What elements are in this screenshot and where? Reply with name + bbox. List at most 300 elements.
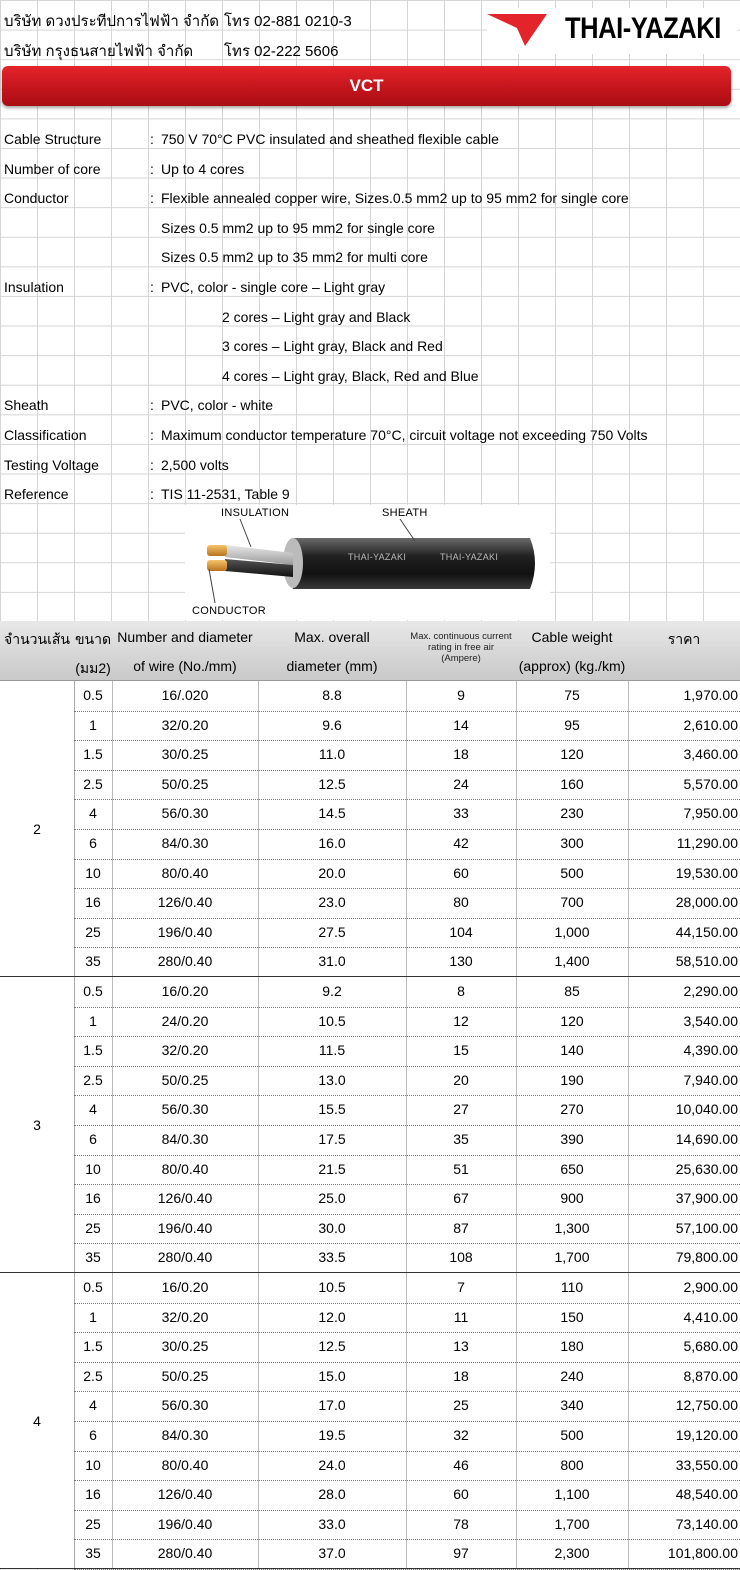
cell-weight: 270 [560,1101,584,1118]
cell-wire: 280/0.40 [157,1545,213,1562]
column-divider [112,1066,113,1096]
cell-price: 73,140.00 [675,1515,738,1532]
column-divider [628,1243,629,1273]
column-divider [258,1007,259,1037]
column-divider [258,681,259,711]
page-title: VCT [349,76,384,95]
table-row [74,977,740,1008]
column-divider [516,1066,517,1096]
column-divider [406,1539,407,1569]
spec-row [0,450,740,480]
spec-colon: : [150,279,154,295]
column-divider [258,1243,259,1273]
cell-wire: 30/0.25 [161,1338,209,1355]
cell-wire: 56/0.30 [161,1101,209,1118]
cell-current: 80 [453,894,469,911]
column-divider [628,918,629,948]
column-divider [112,947,113,977]
table-row [74,859,740,890]
spec-colon: : [150,427,154,443]
cell-weight: 500 [560,1427,584,1443]
header-weight-unit: (approx) (kg./km) [518,658,626,674]
column-divider [112,859,113,889]
table-row [74,1303,740,1334]
column-divider [628,1451,629,1481]
column-divider [406,681,407,711]
cell-size: 16 [85,1190,101,1207]
column-divider [406,1066,407,1096]
spec-row [0,302,740,332]
cell-weight: 650 [560,1160,584,1177]
column-divider [258,1214,259,1244]
column-divider [516,1273,517,1303]
cell-wire: 50/0.25 [161,1071,209,1088]
column-divider [112,1243,113,1273]
column-divider [112,1184,113,1214]
spec-colon: : [150,190,154,207]
cell-wire: 56/0.30 [161,1397,209,1414]
cell-price: 48,540.00 [675,1486,738,1503]
cell-current: 51 [453,1160,469,1177]
company-name-2: บริษัท กรุงธนสายไฟฟ้า จำกัด [4,43,194,60]
cell-diameter: 21.5 [318,1160,346,1177]
column-divider [112,1036,113,1066]
spec-value: 3 cores – Light gray, Black and Red [222,338,443,355]
company-phone-2: โทร 02-222 5606 [224,43,339,60]
logo-text: THAI-YAZAKI [565,12,721,45]
column-divider [406,829,407,859]
column-divider [516,1391,517,1421]
cell-weight: 120 [560,746,584,763]
cell-size: 4 [89,1397,97,1414]
column-divider [628,1332,629,1362]
cell-weight: 1,100 [554,1486,590,1503]
cell-diameter: 13.0 [318,1071,346,1088]
cell-size: 2.5 [83,1071,103,1088]
column-divider [258,1539,259,1569]
cell-current: 24 [453,775,469,792]
cell-weight: 800 [560,1456,584,1473]
column-divider [516,859,517,889]
column-divider [406,1184,407,1214]
cell-size: 10 [85,864,101,881]
cell-current: 20 [453,1071,469,1088]
column-divider [112,681,113,711]
cell-wire: 126/0.40 [157,1190,213,1207]
table-row [74,799,740,830]
page-title-bar [2,66,731,106]
spec-value: PVC, color - single core – Light gray [161,279,386,295]
core-count: 3 [33,1117,41,1133]
column-divider [406,1451,407,1481]
cell-diameter: 9.2 [322,983,342,999]
group-divider [0,1568,740,1569]
cell-weight: 230 [560,805,584,822]
header-cores: จำนวนเส้น [4,631,70,647]
cell-weight: 300 [560,835,584,851]
spec-value: 750 V 70°C PVC insulated and sheathed flexible cable [161,131,499,147]
column-divider [516,740,517,770]
cell-current: 25 [453,1397,469,1414]
cell-current: 87 [453,1219,469,1236]
column-divider [406,740,407,770]
column-divider [628,1036,629,1066]
cell-diameter: 33.0 [318,1515,346,1532]
column-divider [406,1036,407,1066]
column-divider [628,859,629,889]
column-divider [406,1273,407,1303]
cell-price: 101,800.00 [667,1545,738,1562]
cell-current: 15 [453,1042,469,1059]
cell-wire: 196/0.40 [157,1515,213,1532]
column-divider [628,1362,629,1392]
spec-colon: : [150,160,154,177]
column-divider [112,888,113,918]
cell-weight: 240 [560,1367,584,1384]
column-divider [406,918,407,948]
spec-row [0,390,740,420]
cell-wire: 24/0.20 [161,1012,209,1029]
spec-row [0,154,740,184]
cell-price: 12,750.00 [675,1397,738,1414]
column-divider [516,1362,517,1392]
column-divider [516,1480,517,1510]
brand-logo [487,8,737,54]
cell-size: 25 [85,1515,101,1532]
column-divider [258,1125,259,1155]
header-current-2: rating in free air [427,642,494,653]
cell-weight: 140 [560,1042,584,1059]
cell-diameter: 16.0 [318,835,346,851]
cell-current: 46 [453,1456,469,1473]
column-divider [406,947,407,977]
cell-weight: 1,000 [554,923,590,940]
header-current: Max. continuous current [410,631,512,642]
column-divider [516,1007,517,1037]
cell-diameter: 25.0 [318,1190,346,1207]
spec-row [0,213,740,243]
column-divider [112,770,113,800]
column-divider [112,1155,113,1185]
cell-diameter: 17.0 [318,1397,346,1414]
cell-wire: 84/0.30 [161,835,209,851]
column-divider [516,829,517,859]
column-divider [406,1480,407,1510]
sheath-print-2: THAI-YAZAKI [440,552,499,562]
header-diameter: Max. overall [294,629,370,645]
spec-colon: : [150,131,154,147]
column-divider [112,1125,113,1155]
cell-diameter: 14.5 [318,805,346,822]
cell-price: 19,530.00 [675,864,738,881]
cell-weight: 120 [560,1012,584,1029]
cell-price: 25,630.00 [675,1160,738,1177]
column-divider [258,1421,259,1451]
spec-label: Insulation [4,279,64,295]
cell-size: 6 [89,1427,97,1443]
table-row [74,770,740,801]
column-divider [516,977,517,1007]
column-divider [258,1451,259,1481]
cell-weight: 95 [564,716,580,733]
column-divider [516,1155,517,1185]
column-divider [628,711,629,741]
cell-size: 16 [85,1486,101,1503]
cell-price: 28,000.00 [675,894,738,911]
column-divider [406,1095,407,1125]
column-divider [628,1510,629,1540]
column-divider [112,1391,113,1421]
cell-size: 0.5 [83,983,103,999]
column-divider [258,1303,259,1333]
spec-row [0,124,740,154]
cell-weight: 1,400 [554,953,590,970]
cell-current: 60 [453,1486,469,1503]
cell-weight: 340 [560,1397,584,1414]
column-divider [406,770,407,800]
column-divider [628,1421,629,1451]
cell-size: 2.5 [83,775,103,792]
table-header [0,621,740,681]
column-divider [516,711,517,741]
logo-mark-icon [487,14,547,46]
cell-diameter: 11.0 [318,746,346,763]
column-divider [258,1184,259,1214]
column-divider [258,740,259,770]
cell-wire: 16/0.20 [161,983,209,999]
cell-current: 32 [453,1427,469,1443]
column-divider [258,977,259,1007]
table-row [74,1155,740,1186]
column-divider [406,859,407,889]
cell-weight: 390 [560,1131,584,1147]
header-size-unit: (มม2) [75,660,111,676]
column-divider [628,977,629,1007]
cell-wire: 50/0.25 [161,1367,209,1384]
cell-weight: 1,700 [554,1515,590,1532]
cell-current: 78 [453,1515,469,1532]
cell-wire: 32/0.20 [161,1042,209,1059]
column-divider [258,888,259,918]
spec-row [0,420,740,450]
cell-weight: 2,300 [554,1545,590,1562]
cell-diameter: 10.5 [318,1012,346,1029]
column-divider [516,681,517,711]
table-row [74,1095,740,1126]
cell-diameter: 12.0 [318,1308,346,1325]
cell-diameter: 10.5 [318,1279,346,1295]
cell-weight: 75 [564,687,580,703]
cell-size: 1 [89,1012,97,1029]
spec-value: TIS 11-2531, Table 9 [161,486,290,503]
column-divider [628,1303,629,1333]
column-divider [112,1510,113,1540]
cell-wire: 126/0.40 [157,1486,213,1503]
cell-price: 58,510.00 [675,953,738,970]
cell-wire: 196/0.40 [157,1219,213,1236]
cell-size: 1.5 [83,1042,103,1059]
column-divider [516,918,517,948]
cell-price: 44,150.00 [675,923,738,940]
cell-price: 3,540.00 [683,1012,738,1029]
spec-row [0,272,740,302]
cell-weight: 900 [560,1190,584,1207]
spec-row [0,183,740,213]
cell-price: 1,970.00 [683,687,738,703]
cell-size: 35 [85,1249,101,1266]
cell-diameter: 20.0 [318,864,346,881]
cell-diameter: 19.5 [318,1427,346,1443]
cell-current: 18 [453,1367,469,1384]
table-row [74,1539,740,1570]
table-row [74,1510,740,1541]
spec-colon: : [150,456,154,473]
cell-diameter: 30.0 [318,1219,346,1236]
table-row [74,1332,740,1363]
cell-diameter: 11.5 [318,1042,346,1059]
cell-current: 35 [453,1131,469,1147]
cell-current: 67 [453,1190,469,1207]
cell-size: 10 [85,1160,101,1177]
column-divider [628,1184,629,1214]
column-divider [406,1362,407,1392]
table-row [74,1273,740,1304]
column-divider [406,1155,407,1185]
spec-label: Classification [4,427,87,443]
table-row [74,947,740,978]
column-divider [406,1391,407,1421]
column-divider [628,740,629,770]
spec-value: 2,500 volts [161,456,229,473]
table-row [74,1480,740,1511]
table-row [74,829,740,860]
cell-price: 19,120.00 [675,1427,738,1443]
column-divider [112,1480,113,1510]
column-divider [112,977,113,1007]
column-divider [628,1273,629,1303]
cell-diameter: 12.5 [318,775,346,792]
cell-current: 60 [453,864,469,881]
cell-price: 4,410.00 [683,1308,738,1325]
column-divider [628,947,629,977]
column-divider [112,740,113,770]
column-divider [516,1214,517,1244]
header-weight: Cable weight [531,629,613,645]
column-divider [628,888,629,918]
cell-wire: 80/0.40 [161,864,209,881]
table-row [74,681,740,712]
cell-size: 6 [89,835,97,851]
cell-wire: 84/0.30 [161,1131,209,1147]
cell-current: 27 [453,1101,469,1118]
column-divider [258,1480,259,1510]
cell-diameter: 12.5 [318,1338,346,1355]
cell-price: 4,390.00 [683,1042,738,1059]
cable-illustration [185,505,550,620]
column-divider [628,1007,629,1037]
column-divider [516,1243,517,1273]
cell-price: 33,550.00 [675,1456,738,1473]
table-row [74,1214,740,1245]
column-divider [516,1332,517,1362]
column-divider [628,1214,629,1244]
column-divider [628,1125,629,1155]
column-divider [516,1303,517,1333]
column-divider [628,829,629,859]
cell-price: 37,900.00 [675,1190,738,1207]
sheath-label: SHEATH [382,507,428,519]
cell-current: 108 [449,1249,473,1266]
column-divider [516,1095,517,1125]
spec-colon: : [150,486,154,503]
cell-current: 18 [453,746,469,763]
column-divider [258,1362,259,1392]
spec-label: Testing Voltage [4,456,99,473]
column-divider [258,1095,259,1125]
spec-value: PVC, color - white [161,397,274,414]
cell-current: 97 [453,1545,469,1562]
cell-price: 57,100.00 [675,1219,738,1236]
header-price: ราคา [667,631,701,647]
column-divider [628,1480,629,1510]
conductor-label: CONDUCTOR [192,605,266,617]
spec-label: Cable Structure [4,131,102,147]
column-divider [628,1539,629,1569]
column-divider [406,1421,407,1451]
column-divider [406,1332,407,1362]
column-divider [258,1273,259,1303]
column-divider [258,1391,259,1421]
column-divider [406,1243,407,1273]
table-row [74,1007,740,1038]
cell-wire: 126/0.40 [157,894,213,911]
column-divider [516,1539,517,1569]
cell-weight: 700 [560,894,584,911]
cell-diameter: 28.0 [318,1486,346,1503]
cell-wire: 16/.020 [161,687,209,703]
company-phone-1: โทร 02-881 0210-3 [224,13,352,30]
cell-diameter: 37.0 [318,1545,346,1562]
column-divider [112,799,113,829]
cell-diameter: 9.6 [322,716,342,733]
cell-weight: 160 [560,775,584,792]
cell-current: 104 [449,923,473,940]
column-divider [112,918,113,948]
column-divider [516,799,517,829]
core-count-cell [0,681,75,977]
cell-wire: 84/0.30 [161,1427,209,1443]
header-size: ขนาด [74,631,112,647]
column-divider [628,1095,629,1125]
column-divider [628,799,629,829]
cell-price: 11,290.00 [676,835,738,851]
column-divider [112,711,113,741]
spec-value: Flexible annealed copper wire, Sizes.0.5 mm2 up to 95 mm2 for single core [161,190,629,207]
cell-wire: 280/0.40 [157,953,213,970]
cell-size: 35 [85,1545,101,1562]
cell-weight: 110 [560,1279,584,1295]
cell-weight: 190 [560,1071,584,1088]
spec-value: 2 cores – Light gray and Black [222,308,411,325]
column-divider [516,770,517,800]
cell-diameter: 24.0 [318,1456,346,1473]
cell-diameter: 15.5 [318,1101,346,1118]
spec-label: Conductor [4,190,69,207]
table-row [74,1066,740,1097]
core-count: 2 [33,821,41,837]
cell-price: 7,940.00 [683,1071,738,1088]
cell-price: 10,040.00 [675,1101,738,1118]
